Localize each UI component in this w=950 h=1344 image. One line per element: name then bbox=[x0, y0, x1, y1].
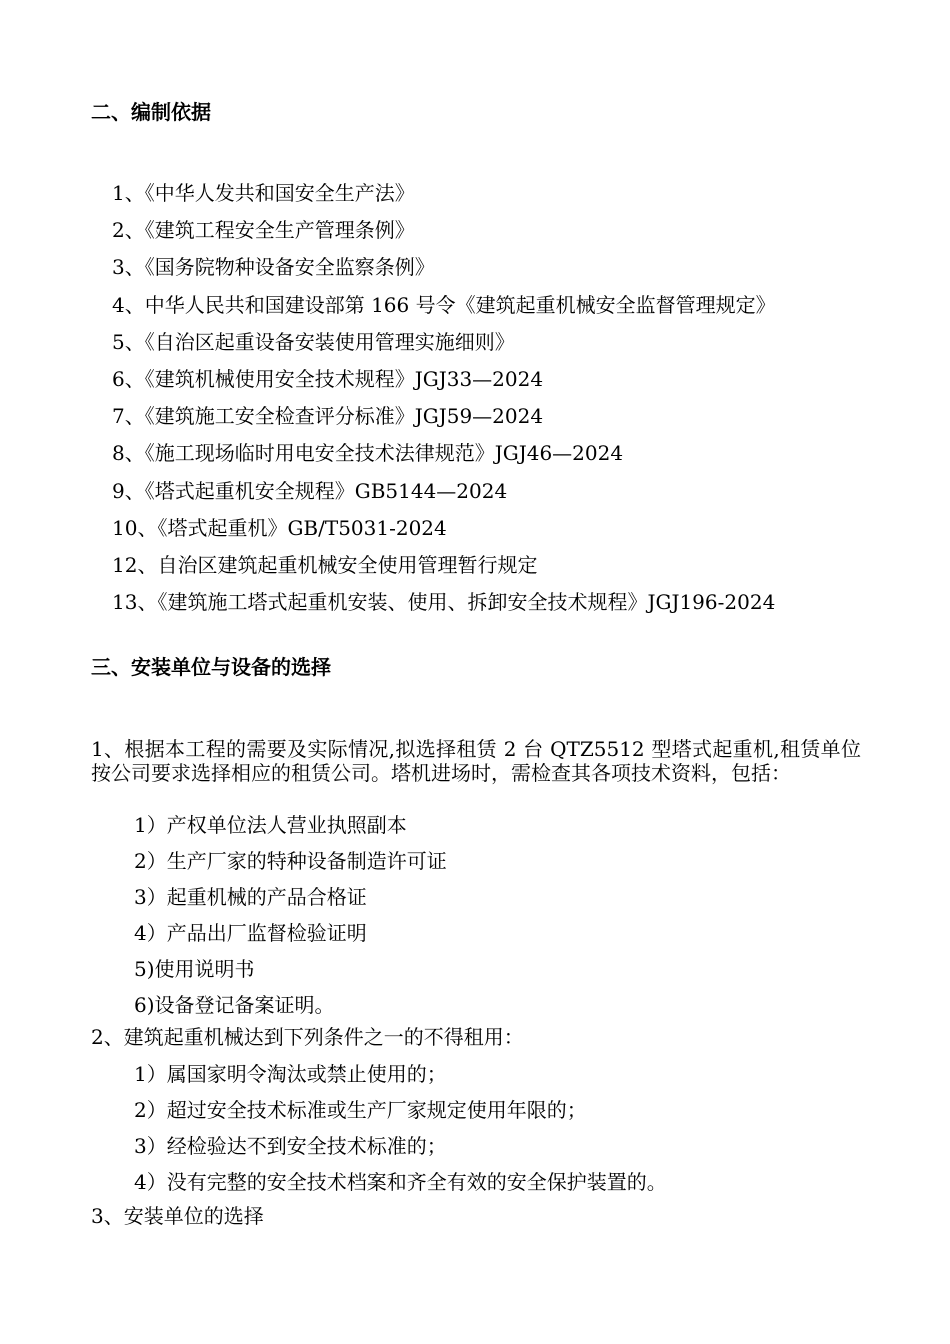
list-item: 3）经检验达不到安全技术标准的； bbox=[134, 1134, 447, 1158]
list-item: 5、《自治区起重设备安装使用管理实施细则》 bbox=[112, 329, 515, 354]
list-item: 13、《建筑施工塔式起重机安装、使用、拆卸安全技术规程》JGJ196-2024 bbox=[112, 590, 776, 615]
list-item: 2）超过安全技术标准或生产厂家规定使用年限的； bbox=[134, 1098, 587, 1122]
list-item: 1）属国家明令淘汰或禁止使用的； bbox=[134, 1062, 447, 1086]
list-item: 3、《国务院物种设备安全监察条例》 bbox=[112, 255, 435, 280]
required-documents-list bbox=[134, 812, 447, 1028]
section-heading-installation: 三、安装单位与设备的选择 bbox=[91, 655, 331, 679]
list-item: 5)使用说明书 bbox=[134, 957, 255, 981]
list-item: 9、《塔式起重机安全规程》GB5144—2024 bbox=[112, 478, 508, 503]
paragraph-rental-conditions: 2、建筑起重机械达到下列条件之一的不得租用： bbox=[91, 1025, 524, 1049]
list-item: 4）没有完整的安全技术档案和齐全有效的安全保护装置的。 bbox=[134, 1170, 667, 1194]
list-item: 1、《中华人发共和国安全生产法》 bbox=[112, 181, 415, 205]
list-item: 1）产权单位法人营业执照副本 bbox=[134, 813, 407, 837]
list-item: 4）产品出厂监督检验证明 bbox=[134, 921, 367, 945]
paragraph-equipment-selection: 1、根据本工程的需要及实际情况,拟选择租赁 2 台 QTZ5512 型塔式起重机,租赁单位按公司要求选择相应的租赁公司。塔机进场时，需检查其各项技术资料，包括： bbox=[91, 737, 861, 785]
list-item: 2）生产厂家的特种设备制造许可证 bbox=[134, 849, 447, 873]
prohibited-conditions-list bbox=[134, 1061, 667, 1205]
section-heading-basis: 二、编制依据 bbox=[91, 100, 211, 124]
list-item: 6、《建筑机械使用安全技术规程》JGJ33—2024 bbox=[112, 366, 544, 391]
reference-list bbox=[112, 179, 776, 625]
list-item: 6)设备登记备案证明。 bbox=[134, 993, 335, 1017]
list-item: 8、《施工现场临时用电安全技术法律规范》JGJ46—2024 bbox=[112, 441, 624, 466]
paragraph-installer-selection: 3、安装单位的选择 bbox=[91, 1204, 264, 1228]
list-item: 3）起重机械的产品合格证 bbox=[134, 885, 367, 909]
list-item: 10、《塔式起重机》GB/T5031-2024 bbox=[112, 515, 447, 540]
list-item: 12、自治区建筑起重机械安全使用管理暂行规定 bbox=[112, 552, 538, 577]
list-item: 2、《建筑工程安全生产管理条例》 bbox=[112, 218, 415, 243]
list-item: 4、中华人民共和国建设部第 166 号令《建筑起重机械安全监督管理规定》 bbox=[112, 292, 776, 317]
list-item: 7、《建筑施工安全检查评分标准》JGJ59—2024 bbox=[112, 404, 544, 429]
